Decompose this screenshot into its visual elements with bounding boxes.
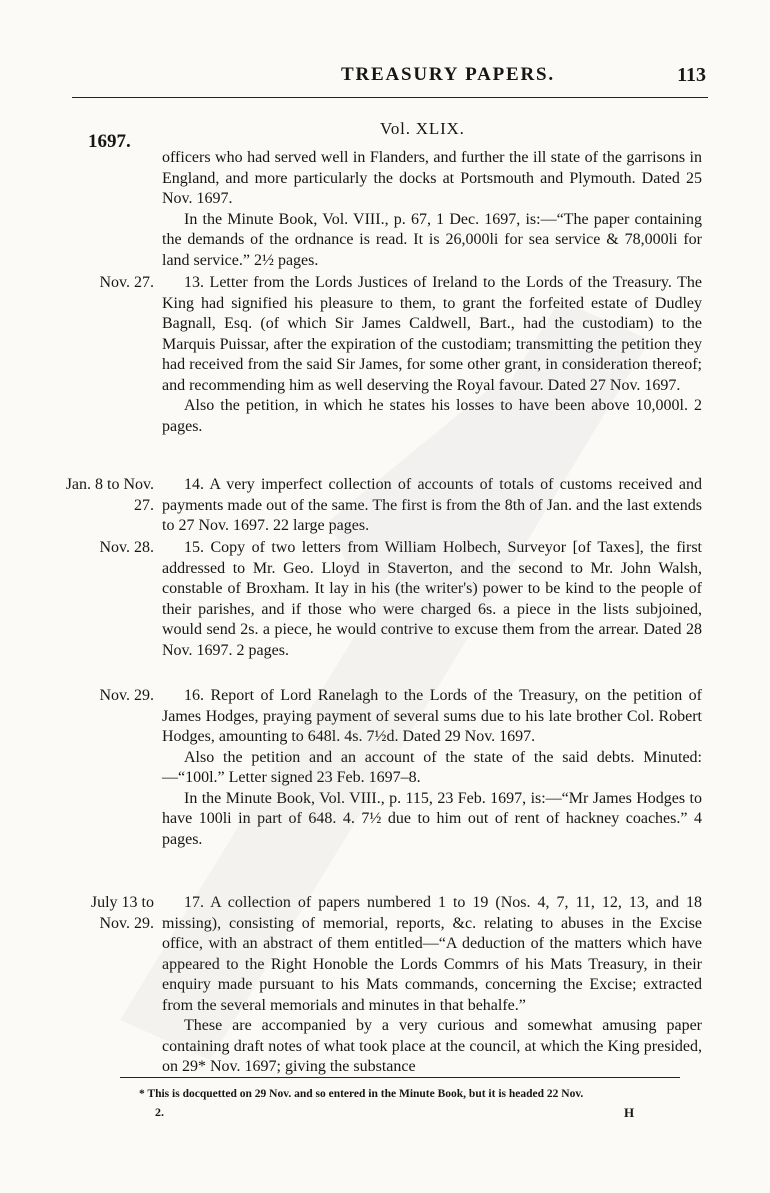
- paragraph: 16. Report of Lord Ranelagh to the Lords of the Treasury, on the petition of James Hodges, praying payment of several sums due to his late brother Col. Robert Hodges, amounting to 648l. 4s. 7½d. Dated 29 Nov. 1697.: [162, 687, 702, 745]
- entry-15: [162, 538, 702, 661]
- footnote: * This is docquetted on 29 Nov. and so entered in the Minute Book, but it is headed 22 Nov.: [139, 1088, 584, 1100]
- entry-14: [162, 475, 702, 537]
- volume-heading: Vol. XLIX.: [380, 119, 465, 138]
- entry-date: Nov. 27.: [99, 274, 154, 291]
- paragraph: Also the petition and an account of the state of the said debts. Minuted:—“100l.” Letter signed 23 Feb. 1697–8.: [162, 748, 702, 786]
- paragraph: officers who had served well in Flanders, and further the ill state of the garrisons in England, and more particularly the docks at Portsmouth and Plymouth. Dated 25 Nov. 1697.: [162, 149, 702, 207]
- header-rule: [72, 97, 708, 98]
- paragraph: 15. Copy of two letters from William Holbech, Surveyor [of Taxes], the first addressed to Mr. Geo. Lloyd in Staverton, and the second to Mr. John Walsh, constable of Broxham. It lay in his (the writer's) power to be kind to the people of their parishes, and if those who were charged 6s. a piece in the lists subjoined, would send 2s. a piece, he would contrive to excuse them from the arrear. Dated 28 Nov. 1697. 2 pages.: [162, 539, 702, 659]
- entry-date: July 13 to Nov. 29.: [90, 894, 154, 932]
- entry-date: Nov. 28.: [99, 539, 154, 556]
- entry-17: [162, 893, 702, 1078]
- page-number: 113: [677, 64, 706, 86]
- entry-13: [162, 273, 702, 437]
- entry-date: Jan. 8 to Nov. 27.: [65, 476, 154, 514]
- paragraph: These are accompanied by a very curious and somewhat amusing paper containing draft notes of what took place at the council, at which the King presided, on 29* Nov. 1697; giving the substance: [162, 1017, 702, 1075]
- paragraph: Also the petition, in which he states his losses to have been above 10,000l. 2 pages.: [162, 397, 702, 435]
- paragraph: 17. A collection of papers numbered 1 to 19 (Nos. 4, 7, 11, 12, 13, and 18 missing), consisting of memorial, reports, &c. relating to abuses in the Excise office, with an abstract of them entitled—“A deduction of the matters which have appeared to the Right Honoble the Lords Commrs of his Mats Treasury, in their enquiry made pursuant to his Mats commands, concerning the Excise; extracted from the several memorials and minutes in that behalfe.”: [162, 894, 702, 1014]
- entry-date: Nov. 29.: [99, 687, 154, 704]
- paragraph: 14. A very imperfect collection of accounts of totals of customs received and payments made out of the same. The first is from the 8th of Jan. and the last extends to 27 Nov. 1697. 22 large pages.: [162, 476, 702, 534]
- entry-continuation: [162, 148, 702, 271]
- running-title: TREASURY PAPERS.: [341, 64, 555, 85]
- footnote-rule: [120, 1077, 680, 1078]
- signature-number: 2.: [155, 1105, 164, 1119]
- year-margin: 1697.: [88, 131, 131, 152]
- paragraph: 13. Letter from the Lords Justices of Ireland to the Lords of the Treasury. The King had signified his pleasure to them, to grant the forfeited estate of Dudley Bagnall, Esq. (of which Sir James Caldwell, Bart., had the custodiam) to the Marquis Puissar, after the expiration of the custodiam; transmitting the petition they had received from the said Sir James, for some other grant, in consideration thereof; and recommending him as well deserving the Royal favour. Dated 27 Nov. 1697.: [162, 274, 702, 394]
- paragraph: In the Minute Book, Vol. VIII., p. 67, 1 Dec. 1697, is:—“The paper containing the demands of the ordnance is read. It is 26,000li for sea service & 78,000li for land service.” 2½ pages.: [162, 210, 702, 269]
- entry-16: [162, 686, 702, 850]
- running-header: [0, 64, 770, 88]
- paragraph: In the Minute Book, Vol. VIII., p. 115, 23 Feb. 1697, is:—“Mr James Hodges to have 100li in part of 648. 4. 7½ due to him out of rent of hackney coaches.” 4 pages.: [162, 789, 702, 848]
- signature-letter: H: [624, 1105, 635, 1120]
